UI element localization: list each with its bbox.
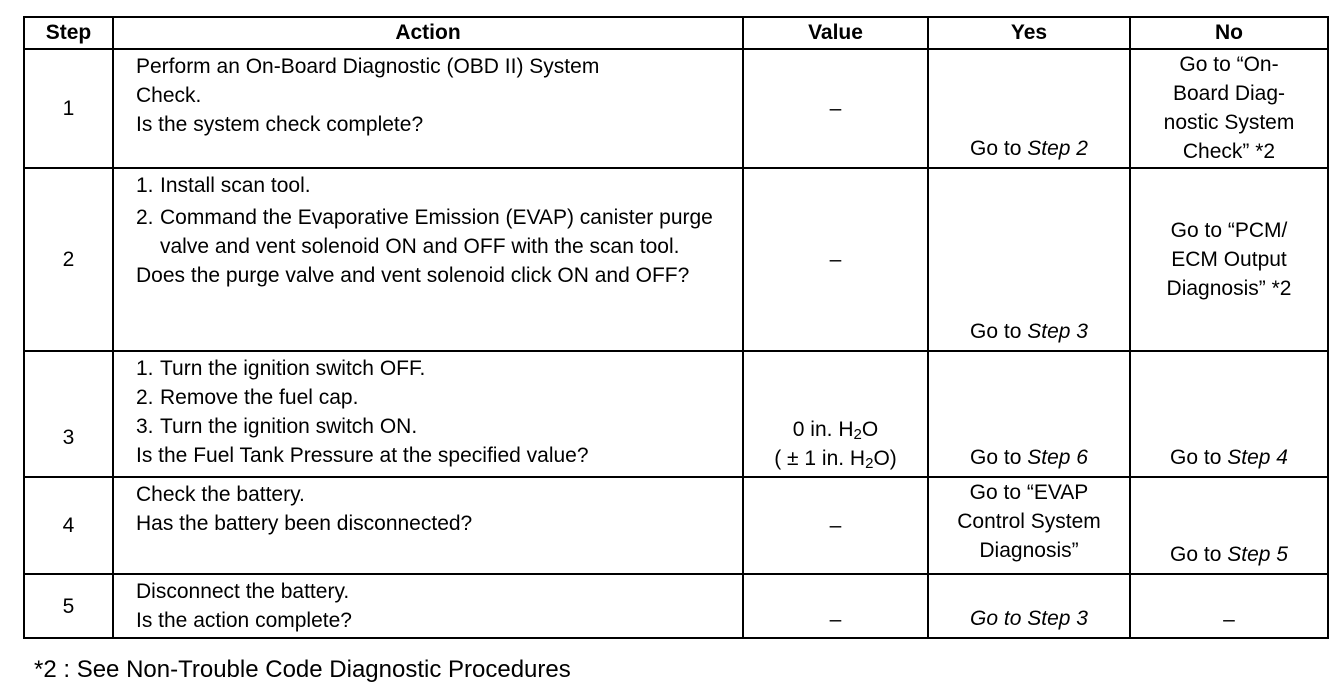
action-item <box>136 203 728 261</box>
no-cell <box>1130 49 1328 168</box>
item-number: 1. <box>136 357 154 380</box>
action-cell <box>113 351 743 477</box>
step-number: 3 <box>24 351 113 477</box>
header-row <box>24 17 1328 49</box>
item-text: Install scan tool. <box>160 174 311 197</box>
item-text: Turn the ignition switch ON. <box>160 415 418 438</box>
table-row <box>24 49 1328 168</box>
action-cell <box>113 168 743 351</box>
action-text: Disconnect the battery. <box>136 580 350 603</box>
value-cell: – <box>743 574 928 638</box>
action-question: Has the battery been disconnected? <box>136 512 473 535</box>
step-number: 5 <box>24 574 113 638</box>
value-text <box>744 415 927 444</box>
action-item <box>136 354 728 383</box>
no-cell <box>1130 351 1328 477</box>
action-cell <box>113 477 743 574</box>
action-question: Is the action complete? <box>136 609 352 632</box>
no-cell <box>1130 477 1328 574</box>
no-text: Go to “PCM/ <box>1170 219 1288 242</box>
item-number: 2. <box>136 206 154 229</box>
step-link[interactable]: Step 3 <box>1027 320 1088 343</box>
value-part: ( ± 1 in. H <box>774 447 866 470</box>
value-part: O <box>861 418 879 441</box>
step-number: 1 <box>24 49 113 168</box>
action-text: Perform an On-Board Diagnostic (OBD II) System <box>136 55 600 78</box>
header-action: Action <box>113 17 743 49</box>
yes-cell <box>928 49 1130 168</box>
value-cell <box>743 351 928 477</box>
action-item <box>136 171 728 200</box>
header-value: Value <box>743 17 928 49</box>
step-number: 4 <box>24 477 113 574</box>
value-tolerance <box>744 444 927 473</box>
step-link[interactable]: Step 2 <box>1027 137 1088 160</box>
no-text: Go to “On- <box>1179 53 1279 76</box>
no-text: Board Diag- <box>1172 82 1286 105</box>
table-row <box>24 351 1328 477</box>
action-item <box>136 412 728 441</box>
no-text: Check” *2 <box>1182 140 1276 163</box>
item-number: 2. <box>136 386 154 409</box>
yes-text: Go to <box>970 137 1028 160</box>
header-step: Step <box>24 17 113 49</box>
action-cell <box>113 49 743 168</box>
item-number: 3. <box>136 415 154 438</box>
no-text: Diagnosis” *2 <box>1166 277 1292 300</box>
yes-cell <box>928 477 1130 574</box>
yes-text: Go to <box>970 446 1028 469</box>
item-text: Command the Evaporative Emission (EVAP) canister purge valve and vent solenoid ON and OFF with the scan tool. <box>160 206 713 258</box>
value-cell: – <box>743 477 928 574</box>
no-text: Go to <box>1170 446 1228 469</box>
item-text: Remove the fuel cap. <box>160 386 359 409</box>
value-part: O) <box>873 447 897 470</box>
step-link[interactable]: Step 4 <box>1227 446 1288 469</box>
yes-text: Go to <box>970 607 1028 630</box>
yes-cell <box>928 168 1130 351</box>
header-yes: Yes <box>928 17 1130 49</box>
action-item <box>136 383 728 412</box>
action-question: Does the purge valve and vent solenoid click ON and OFF? <box>136 264 690 287</box>
action-question: Is the Fuel Tank Pressure at the specified value? <box>136 444 589 467</box>
step-link[interactable]: Step 3 <box>1027 607 1088 630</box>
no-cell <box>1130 168 1328 351</box>
no-cell: – <box>1130 574 1328 638</box>
item-text: Turn the ignition switch OFF. <box>160 357 426 380</box>
footnote: *2 : See Non-Trouble Code Diagnostic Procedures <box>34 656 571 683</box>
header-no: No <box>1130 17 1328 49</box>
action-cell <box>113 574 743 638</box>
step-number: 2 <box>24 168 113 351</box>
no-text: nostic System <box>1163 111 1295 134</box>
yes-cell <box>928 574 1130 638</box>
action-text: Check the battery. <box>136 483 305 506</box>
table-row <box>24 477 1328 574</box>
yes-text: Control System <box>957 510 1101 533</box>
item-number: 1. <box>136 174 154 197</box>
yes-text: Diagnosis” <box>979 539 1079 562</box>
yes-text: Go to <box>970 320 1028 343</box>
value-cell: – <box>743 49 928 168</box>
diagnostic-table <box>23 16 1329 639</box>
value-cell: – <box>743 168 928 351</box>
yes-cell <box>928 351 1130 477</box>
no-text: Go to <box>1170 543 1228 566</box>
no-text: ECM Output <box>1171 248 1287 271</box>
action-text: Check. <box>136 84 202 107</box>
table-row <box>24 168 1328 351</box>
table-row <box>24 574 1328 638</box>
step-link[interactable]: Step 6 <box>1027 446 1088 469</box>
value-part: 0 in. H <box>792 418 854 441</box>
value-subscript: 2 <box>853 426 862 443</box>
step-link[interactable]: Step 5 <box>1227 543 1288 566</box>
yes-text: Go to “EVAP <box>969 481 1089 504</box>
action-question: Is the system check complete? <box>136 113 424 136</box>
value-subscript: 2 <box>865 455 874 472</box>
